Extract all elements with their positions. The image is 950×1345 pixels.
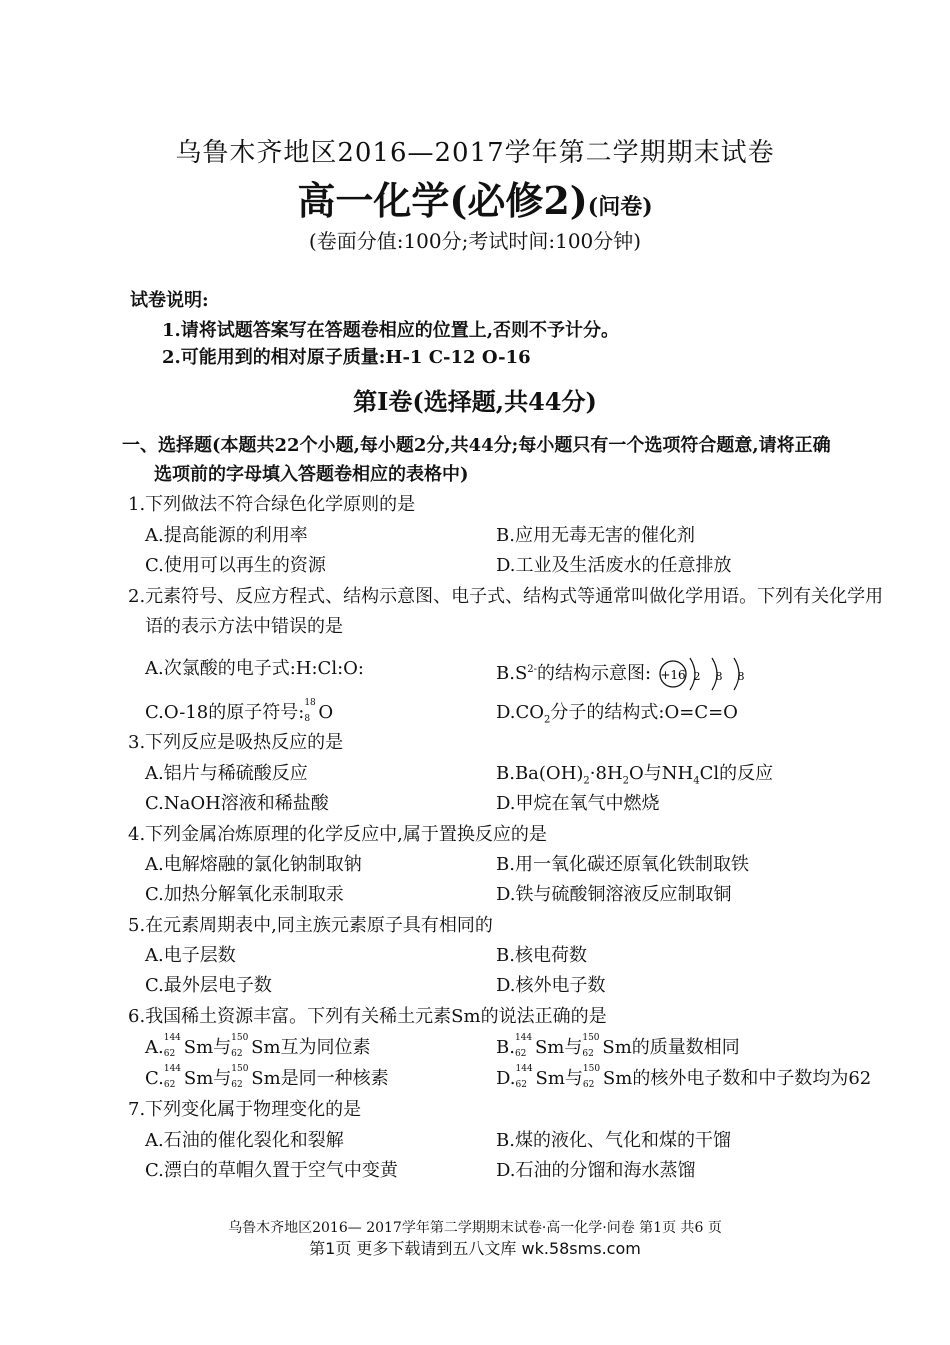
instruction-item: 1.请将试题答案写在答题卷相应的位置上,否则不予计分。 [162, 320, 620, 341]
option-c: C.使用可以再生的资源 [145, 555, 326, 576]
option-d: D.甲烷在氧气中燃烧 [496, 793, 660, 814]
question-stem-cont: 语的表示方法中错误的是 [145, 616, 343, 637]
option-b: B.煤的液化、气化和煤的干馏 [496, 1130, 731, 1151]
option-d: D.铁与硫酸铜溶液反应制取铜 [496, 884, 732, 905]
instruction-item: 2.可能用到的相对原子质量:H-1 C-12 O-16 [162, 347, 531, 368]
option-c: C. 144 62 Sm与 150 62 Sm是同一种核素 [145, 1064, 389, 1090]
question-stem: 4.下列金属冶炼原理的化学反应中,属于置换反应的是 [128, 824, 547, 845]
option-a: A.电子层数 [145, 945, 236, 966]
option-b: B.核电荷数 [496, 945, 587, 966]
part1-heading-cont: 选项前的字母填入答题卷相应的表格中) [154, 464, 469, 485]
nucleus-label: +16 [660, 668, 686, 682]
option-d: D. 144 62 Sm与 150 62 Sm的核外电子数和中子数均为62 [496, 1064, 872, 1090]
subject-note: (问卷) [587, 194, 653, 220]
question-stem: 2.元素符号、反应方程式、结构示意图、电子式、结构式等通常叫做化学用语。下列有关化学用 [128, 586, 884, 607]
page-footer: 乌鲁木齐地区2016— 2017学年第二学期期末试卷·高一化学·问卷 第1页 共6 页 [228, 1220, 722, 1236]
atomic-structure-diagram [657, 654, 752, 694]
electron-formula: H:Cl:O: [295, 658, 364, 679]
shell-label: 2 [693, 670, 701, 683]
option-a: A.提高能源的利用率 [145, 525, 308, 546]
option-c: C.O-18的原子符号: 18 8 O [145, 698, 334, 724]
nuclide-symbol: 18 8 [304, 698, 316, 724]
option-c: C.最外层电子数 [145, 975, 272, 996]
option-c: C.加热分解氧化汞制取汞 [145, 884, 344, 905]
option-d: D.工业及生活废水的任意排放 [496, 555, 732, 576]
question-stem: 5.在元素周期表中,同主族元素原子具有相同的 [128, 915, 493, 936]
exam-title: 乌鲁木齐地区2016—2017学年第二学期期末试卷 [175, 138, 775, 168]
question-stem: 1.下列做法不符合绿色化学原则的是 [128, 494, 416, 515]
question-stem: 7.下列变化属于物理变化的是 [128, 1099, 362, 1120]
subject-name: 高一化学(必修2) [297, 178, 588, 223]
shell-label: 8 [715, 670, 723, 683]
option-d: $D.CO_2$分子的结构式:O=C=O [496, 702, 738, 726]
option-b: B.用一氧化碳还原氧化铁制取铁 [496, 854, 749, 875]
option-b: B. 144 62 Sm与 150 62 Sm的质量数相同 [496, 1033, 740, 1059]
part1-heading: 一、选择题(本题共22个小题,每小题2分,共44分;每小题只有一个选项符合题意,请将正确 [122, 435, 831, 456]
option-d: D.石油的分馏和海水蒸馏 [496, 1160, 696, 1181]
exam-info: (卷面分值:100分;考试时间:100分钟) [308, 229, 642, 253]
subject-title [0, 170, 950, 225]
option-a: A.石油的催化裂化和裂解 [145, 1130, 344, 1151]
option-a: A.铝片与稀硫酸反应 [145, 763, 308, 784]
option-b: $B.S^{2-}$的结构示意图: +16 2 8 8 [496, 654, 752, 694]
section-title: 第Ⅰ卷(选择题,共44分) [353, 387, 597, 416]
option-a: A.电解熔融的氯化钠制取钠 [145, 854, 362, 875]
download-link[interactable]: 第1页 更多下载请到五八文库 wk.58sms.com [309, 1239, 641, 1258]
option-a: A.次氯酸的电子式:H:Cl:O: [145, 658, 364, 679]
question-stem: 6.我国稀土资源丰富。下列有关稀土元素Sm的说法正确的是 [128, 1006, 607, 1027]
option-c: C.NaOH溶液和稀盐酸 [145, 793, 329, 814]
option-d: D.核外电子数 [496, 975, 606, 996]
option-c: C.漂白的草帽久置于空气中变黄 [145, 1160, 398, 1181]
question-stem: 3.下列反应是吸热反应的是 [128, 732, 344, 753]
shell-label: 8 [737, 670, 745, 683]
instructions-heading: 试卷说明: [130, 290, 209, 311]
option-a: A. 144 62 Sm与 150 62 Sm互为同位素 [145, 1033, 371, 1059]
option-b: $B.Ba(OH)_2\cdot 8H_2O$与$NH_4Cl$的反应 [496, 763, 774, 787]
option-b: B.应用无毒无害的催化剂 [496, 525, 695, 546]
